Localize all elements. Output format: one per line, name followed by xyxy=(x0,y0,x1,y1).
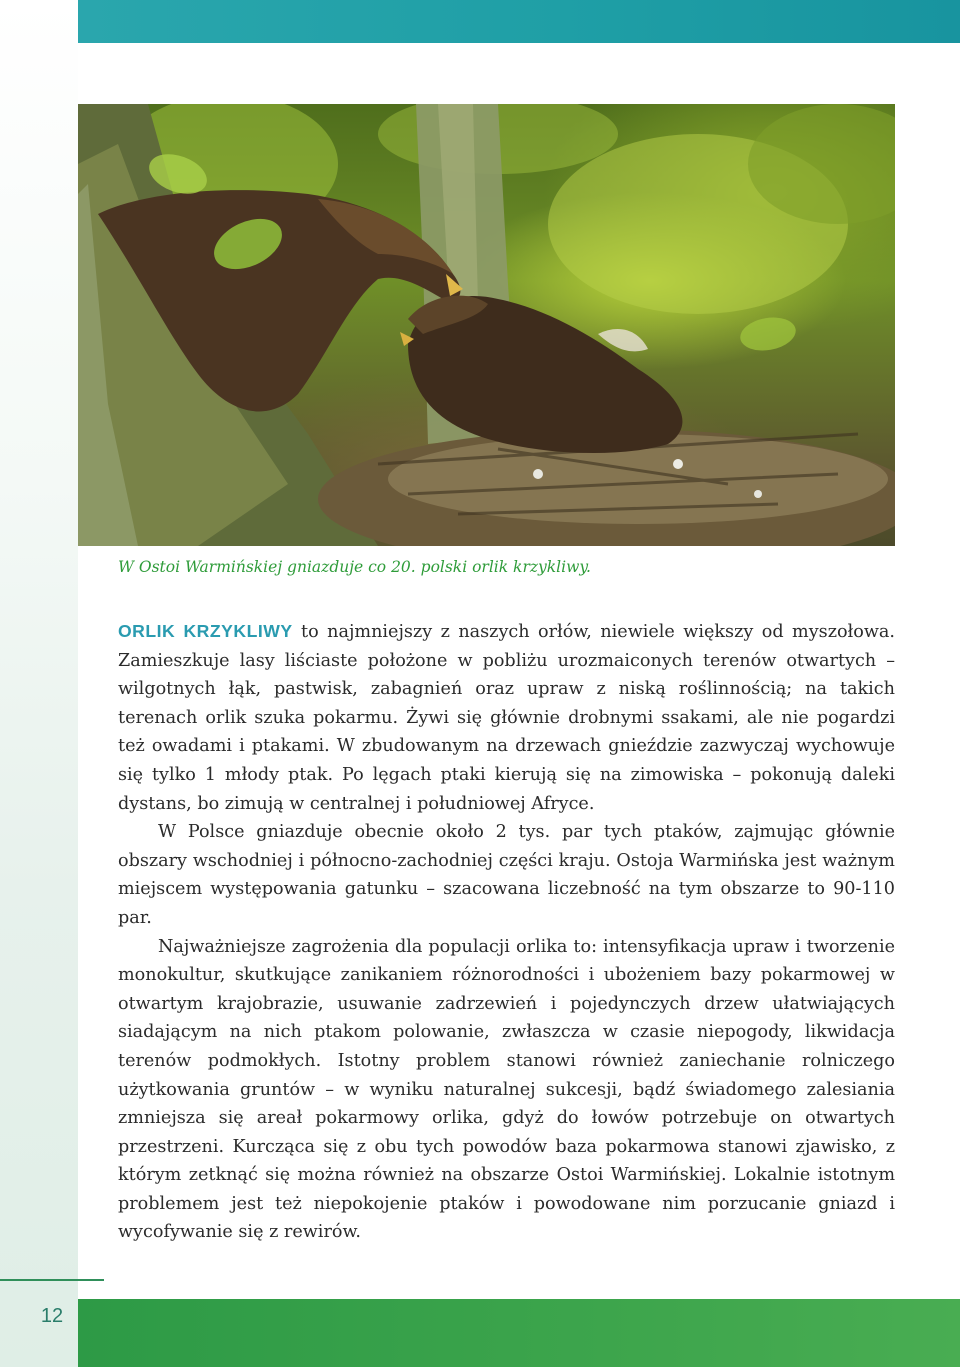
page-margin-gradient xyxy=(0,0,78,1367)
article-body xyxy=(118,617,895,1247)
page-number: 12 xyxy=(40,1305,64,1327)
article-paragraph-3: Najważniejsze zagrożenia dla populacji orlika to: intensyfikacja upraw i tworzenie monokultur, skutkujące zanikaniem różnorodności i ubożeniem bazy pokarmowej w otwartym krajobrazie, usuwanie zadrzewień i pojedynczych drzew ułatwiających siadającym na nich ptakom polowanie, zwłaszcza w czasie niepogody, likwidacja terenów podmokłych. Istotny problem stanowi również zaniechanie rolniczego użytkowania gruntów – w wyniku naturalnej sukcesji, bądź świadomego zalesiania zmniejsza się areał pokarmowy orlika, gdyż do łowów potrzebuje on otwartych przestrzeni. Kurcząca się z obu tych powodów baza pokarmowa stanowi zjawisko, z którym zetknąć się można również na obszarze Ostoi Warmińskiej. Lokalnie istotnym problemem jest też niepokojenie ptaków i powodowane nim porzucanie gniazd i wycofywanie się z rewirów. xyxy=(118,936,895,1243)
top-color-band xyxy=(78,0,960,43)
photo-illustration xyxy=(78,104,895,546)
footer-rule xyxy=(0,1279,104,1281)
article-paragraph-2: W Polsce gniazduje obecnie około 2 tys. par tych ptaków, zajmując głównie obszary wschodniej i północno-zachodniej części kraju. Ostoja Warmińska jest ważnym miejscem występowania gatunku – szacowana liczebność na tym obszarze to 90-110 par. xyxy=(118,822,895,928)
photo-caption: W Ostoi Warmińskiej gniazduje co 20. polski orlik krzykliwy. xyxy=(118,558,591,576)
paragraph-1-text: to najmniejszy z naszych orłów, niewiele większy od myszołowa. Zamieszkuje lasy liściaste położone w pobliżu urozmaiconych terenów otwartych – wilgotnych łąk, pastwisk, zabagnień oraz upraw z niską roślinnością; na takich terenach orlik szuka pokarmu. Żywi się głównie drobnymi ssakami, ale nie pogardzi też owadami i ptakami. W zbudowanym na drzewach gnieździe zazwyczaj wychowuje się tylko 1 młody ptak. Po lęgach ptaki kierują się na zimowiska – pokonują daleki dystans, bo zimują w centralnej i południowej Afryce. xyxy=(118,622,895,814)
article-paragraph-1 xyxy=(118,617,895,818)
bottom-color-band xyxy=(78,1299,960,1367)
species-name-heading: ORLIK KRZYKLIWY xyxy=(118,621,293,641)
eagle-nest-photo xyxy=(78,104,895,546)
